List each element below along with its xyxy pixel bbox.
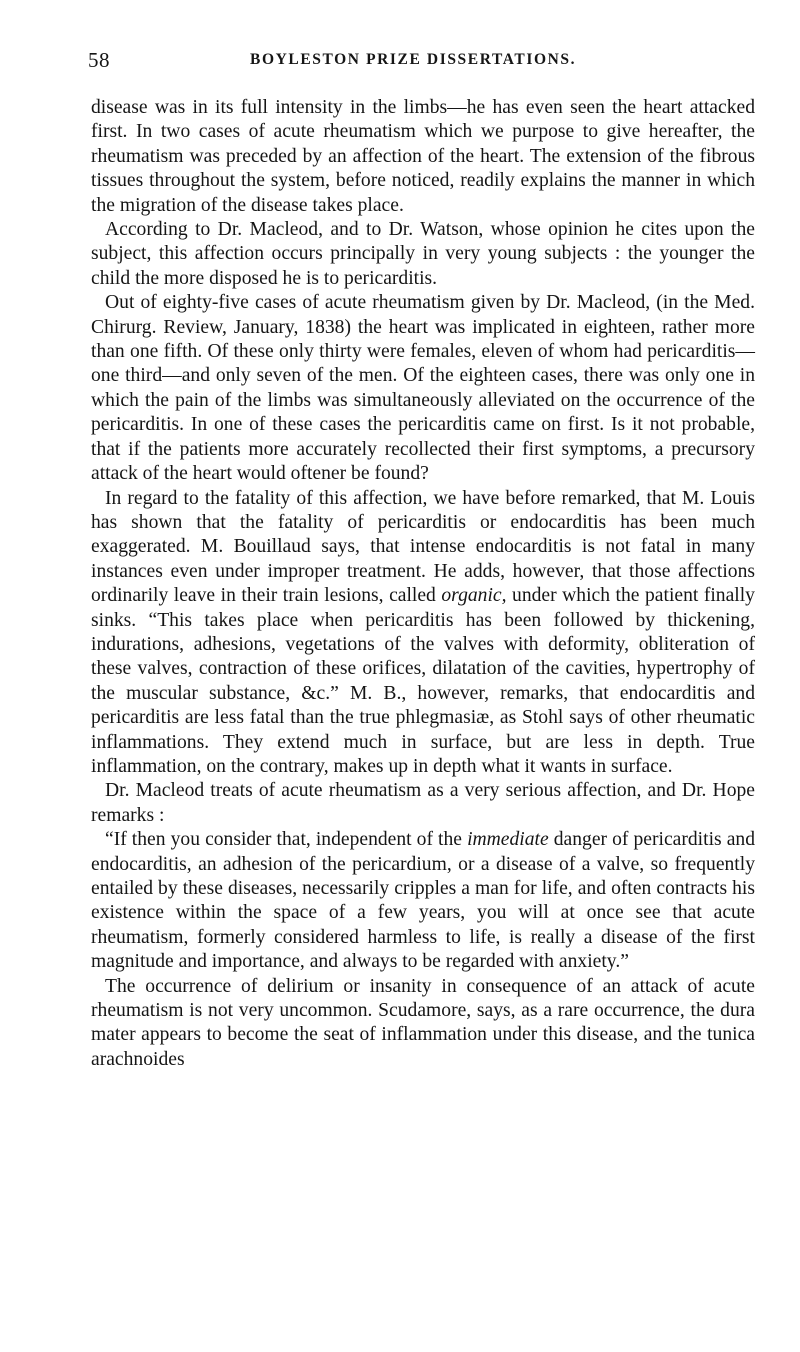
paragraph-hope-quote xyxy=(91,828,755,974)
paragraph-macleod-watson: According to Dr. Macleod, and to Dr. Watson, whose opinion he cites upon the subject, this affection occurs principally in very young subjects : the younger the child the more disposed he is to pericarditis. xyxy=(91,219,755,289)
quote-text-cont: danger of pericarditis and endocarditis, an adhesion of the pericardium, or a disease of a valve, so frequently entailed by these diseases, necessarily cripples a man for life, and often contracts his existence within the space of a few years, you will at once see that acute rheumatism, formerly considered harmless to life, is really a disease of the first magnitude and importance, and always to be regarded with anxiety.” xyxy=(91,829,755,973)
quote-text: “If then you consider that, independent of the xyxy=(105,829,468,851)
paragraph-hope-remarks: Dr. Macleod treats of acute rheumatism as a very serious affection, and Dr. Hope remarks : xyxy=(91,780,755,826)
emphasis-immediate: immediate xyxy=(467,829,549,851)
paragraph-eighty-five-cases: Out of eighty-five cases of acute rheumatism given by Dr. Macleod, (in the Med. Chirurg. Review, January, 1838) the heart was implicated in eighteen, rather more than one fifth. Of these only thirty were females, eleven of whom had pericarditis—one third—and only seven of the men. Of the eighteen cases, there was only one in which the pain of the limbs was simultaneously alleviated on the occurrence of the pericarditis. In one of these cases the pericarditis came on first. Is it not probable, that if the patients more accurately recollected their first symptoms, a precursory attack of the heart would oftener be found? xyxy=(91,292,755,485)
running-header xyxy=(88,48,748,78)
paragraph-continuation: disease was in its full intensity in the limbs—he has even seen the heart attacked first. In two cases of acute rheumatism which we purpose to give hereafter, the rheumatism was preceded by an affection of the heart. The extension of the fibrous tissues throughout the system, before noticed, readily explains the manner in which the migration of the disease takes place. xyxy=(91,97,755,216)
paragraph-fatality-text: In regard to the fatality of this affection, we have before remarked, that M. Louis has shown that the fatality of pericarditis or endocarditis has been much exaggerated. M. Bouillaud says, that intense endocarditis is not fatal in many instances even under improper treatment. He adds, however, that those affections ordinarily leave in their train lesions, called xyxy=(91,487,755,607)
emphasis-organic: organic, xyxy=(441,585,507,607)
running-title: BOYLESTON PRIZE DISSERTATIONS. xyxy=(250,51,577,68)
page-number: 58 xyxy=(88,48,110,72)
paragraph-fatality-text-cont: under which the patient finally sinks. “This takes place when pericarditis has been followed by thickening, indurations, adhesions, vegetations of the valves with deformity, obliteration of these valves, contraction of these orifices, dilatation of the cavities, hypertrophy of the muscular substance, &c.” M. B., however, remarks, that endocarditis and pericarditis are less fatal than the true phlegmasiæ, as Stohl says of other rheumatic inflammations. They extend much in surface, but are less in depth. True inflammation, on the contrary, makes up in depth what it wants in surface. xyxy=(91,585,755,777)
body-text xyxy=(91,96,755,1072)
paragraph-fatality xyxy=(91,487,755,780)
paragraph-delirium: The occurrence of delirium or insanity in consequence of an attack of acute rheumatism is not very uncommon. Scudamore, says, as a rare occurrence, the dura mater appears to become the seat of inflammation under this disease, and the tunica arachnoides xyxy=(91,975,755,1070)
